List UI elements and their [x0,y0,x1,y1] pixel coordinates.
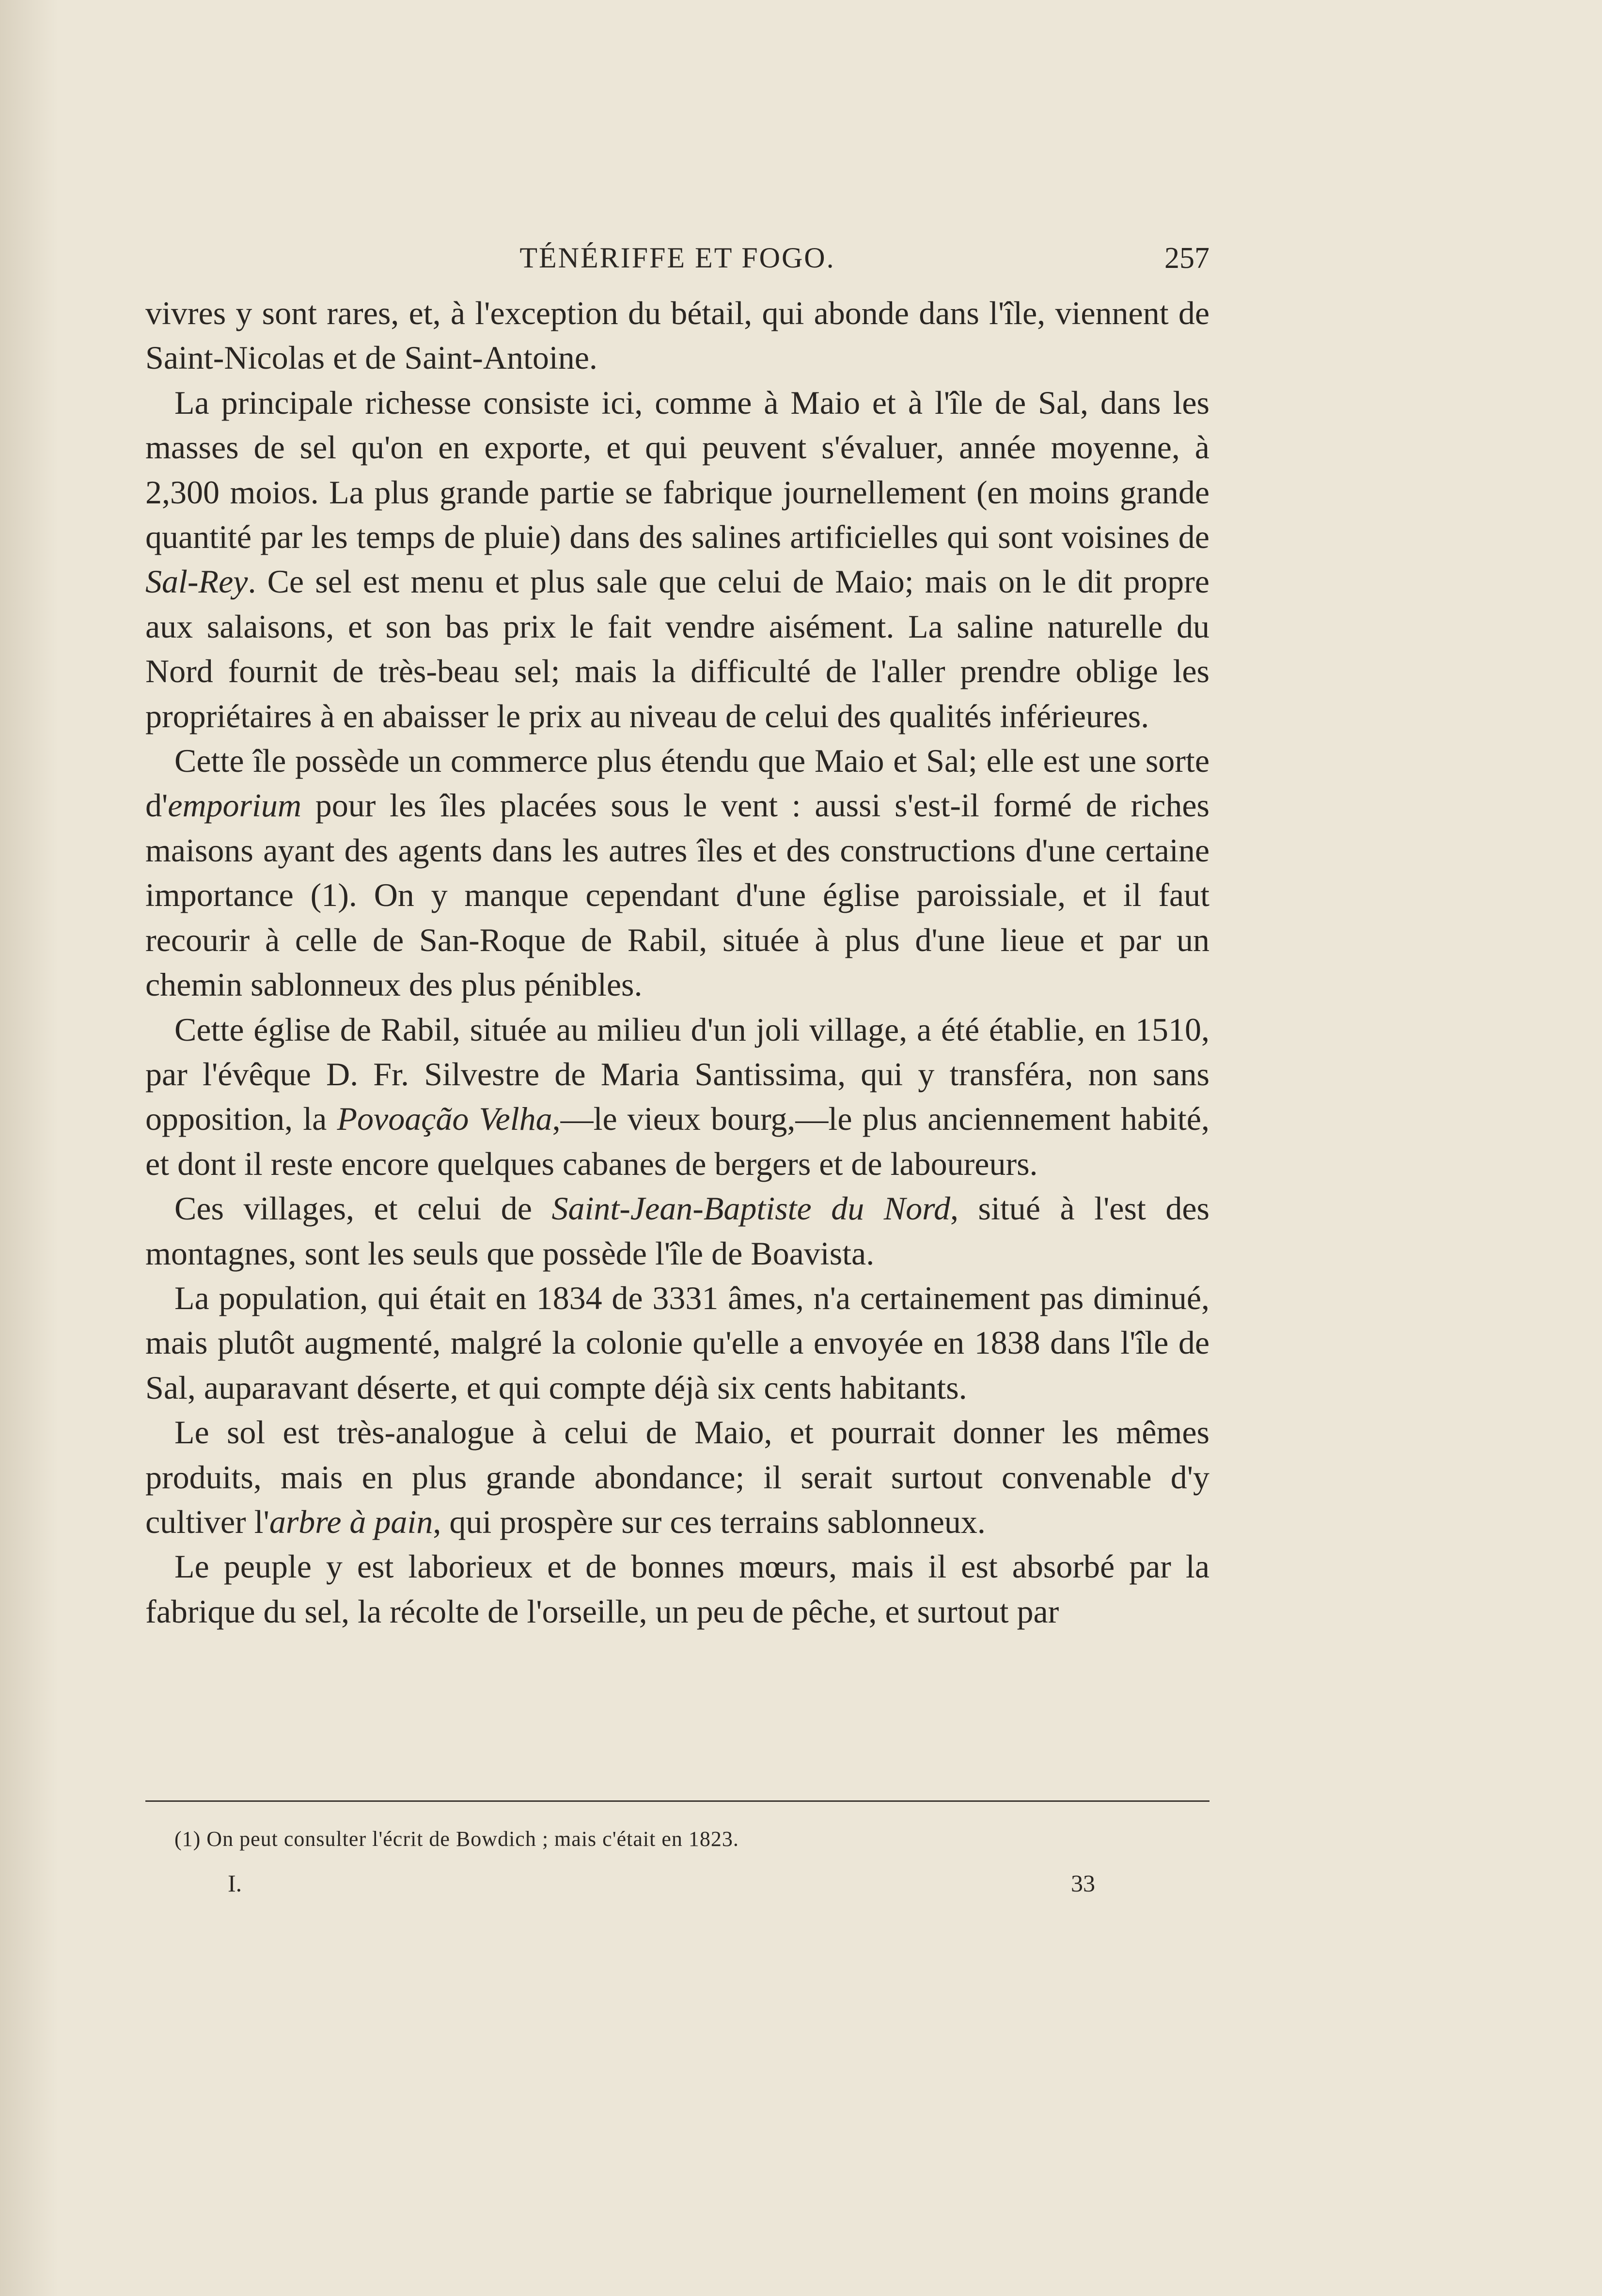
volume-mark: I. [228,1870,242,1897]
page-gutter-shadow [0,0,58,2296]
body-text [145,291,1209,1634]
text-run: pour les îles placées sous le vent : aussi s'est-il formé de riches maisons ayant des agents dans les autres îles et des constructions d'une certaine importance (1). On y manque cependant d'une église paroissiale, et il faut recourir à celle de San-Roque de Rabil, située à plus d'une lieue et par un chemin sablonneux des plus pénibles. [145,787,1209,1003]
italic-text: Povoação Velha [337,1100,552,1138]
italic-text: emporium [168,787,302,824]
paragraph [145,380,1209,738]
paragraph [145,1186,1209,1276]
paragraph [145,1276,1209,1410]
sheet-signature: 33 [1071,1870,1095,1897]
page-number: 257 [1164,242,1209,275]
text-run: Le sol est très-analogue à celui de Maio, et pourrait donner les mêmes produits, mais en plus grande abondance; il serait surtout convenable d'y cultiver l' [145,1414,1209,1540]
text-run: ,—le vieux bourg,—le plus anciennement habité, et dont il reste encore quelques cabanes de bergers et de laboureurs. [145,1100,1209,1182]
footnote: (1) On peut consulter l'écrit de Bowdich ; mais c'était en 1823. [174,1827,739,1851]
text-run: . Ce sel est menu et plus sale que celui de Maio; mais on le dit propre aux salaisons, et son bas prix le fait vendre aisément. La saline naturelle du Nord fournit de très-beau sel; mais la difficulté de l'aller prendre oblige les propriétaires à en abaisser le prix au niveau de celui des qualités inférieures. [145,563,1209,734]
paragraph [145,1410,1209,1544]
paragraph [145,1007,1209,1187]
text-run: Ces villages, et celui de [174,1190,552,1227]
footnote-rule [145,1800,1209,1802]
text-run: vivres y sont rares, et, à l'exception du bétail, qui abonde dans l'île, viennent de Saint-Nicolas et de Saint-Antoine. [145,295,1209,376]
italic-text: Saint-Jean-Baptiste du Nord [551,1190,951,1227]
text-run: Le peuple y est laborieux et de bonnes mœurs, mais il est absorbé par la fabrique du sel, la récolte de l'orseille, un peu de pêche, et surtout par [145,1548,1209,1630]
text-run: La principale richesse consiste ici, comme à Maio et à l'île de Sal, dans les masses de sel qu'on en exporte, et qui peuvent s'évaluer, année moyenne, à 2,300 moios. La plus grande partie se fabrique journellement (en moins grande quantité par les temps de pluie) dans des salines artificielles qui sont voisines de [145,384,1209,556]
paragraph [145,291,1209,380]
text-run: La population, qui était en 1834 de 3331 âmes, n'a certainement pas diminué, mais plutôt augmenté, malgré la colonie qu'elle a envoyée en 1838 dans l'île de Sal, auparavant déserte, et qui compte déjà six cents habitants. [145,1279,1209,1406]
text-run: Cette île possède un commerce plus étendu que Maio et Sal; elle est une sorte d' [145,742,1209,824]
page-header [145,241,1209,285]
signature-line [228,1869,1100,1903]
italic-text: arbre à pain [269,1503,433,1540]
text-run: , situé à l'est des montagnes, sont les seuls que possède l'île de Boavista. [145,1190,1210,1272]
italic-text: Sal-Rey [145,563,248,600]
paragraph [145,738,1209,1007]
text-run: , qui prospère sur ces terrains sablonneux. [433,1503,986,1540]
text-run: Cette église de Rabil, située au milieu d'un joli village, a été établie, en 1510, par l'évêque D. Fr. Silvestre de Maria Santissima, qui y transféra, non sans opposition, la [145,1011,1209,1138]
paragraph [145,1544,1209,1634]
running-head: TÉNÉRIFFE ET FOGO. [519,242,835,274]
